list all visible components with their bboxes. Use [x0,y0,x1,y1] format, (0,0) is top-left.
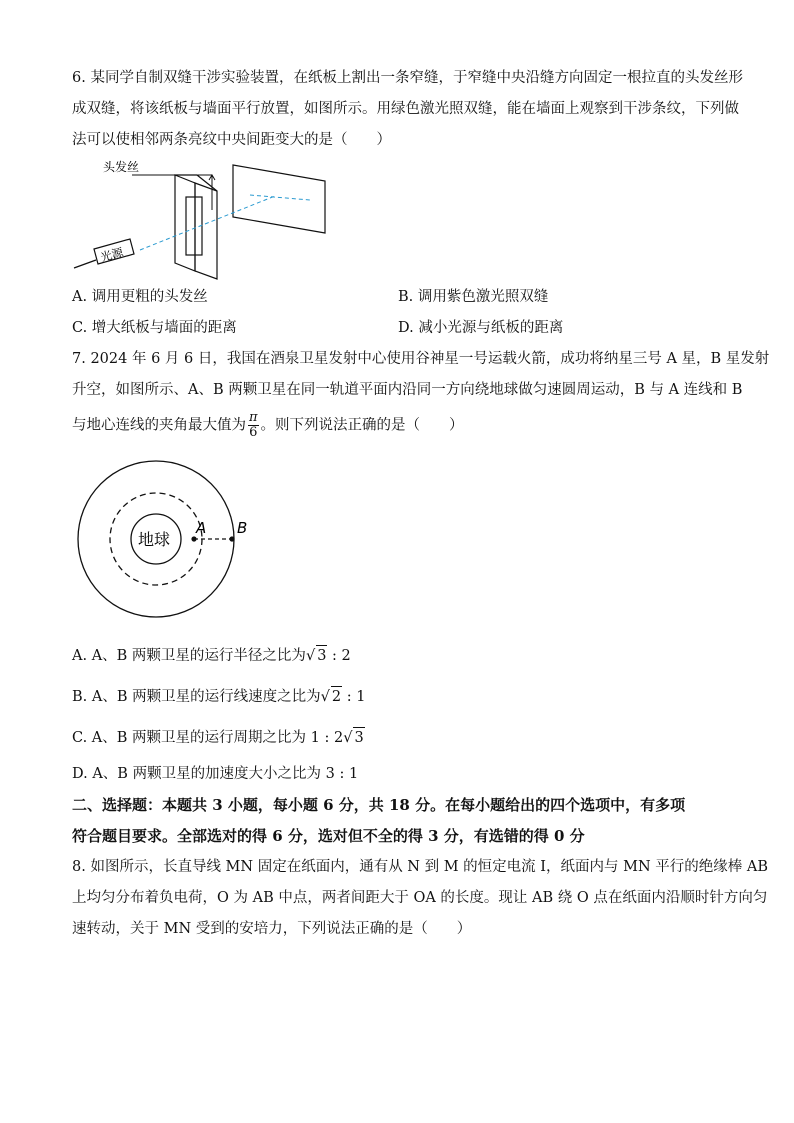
q6-text-line3: 法可以使相邻两条亮纹中央间距变大的是（ ） [72,132,391,148]
wall-screen [233,165,325,233]
cardboard [175,175,195,271]
q7-text-line1: 7. 2024 年 6 月 6 日，我国在酒泉卫星发射中心使用谷神星一号运载火箭，成功将纳星三号 A 星，B 星发射 [72,351,770,367]
q6-option-a: A. 调用更粗的头发丝 [72,289,208,305]
q7-text-line3: 与地心连线的夹角最大值为 $\frac{\pi}{6}$ 。则下列说法正确的是（ ） [72,410,464,440]
hair-label: 头发丝 [103,160,140,174]
q8-text-line2: 上均匀分布着负电荷，O 为 AB 中点，两者间距大于 OA 的长度。现让 AB 绕 O 点在纸面内沿顺时针方向匀 [72,890,768,906]
q7-option-b: B. A、B 两颗卫星的运行线速度之比为√ 2 : 1 [72,686,365,707]
satellite-b [229,536,234,541]
q7-text-line2: 升空，如图所示、A、B 两颗卫星在同一轨道平面内沿同一方向绕地球做匀速圆周运动，B 与 A 连线和 B [72,382,743,398]
q7-option-c: C. A、B 两颗卫星的运行周期之比为 1 : 2√ 3 [72,727,365,748]
q8-text-line3: 速转动，关于 MN 受到的安培力，下列说法正确的是（ ） [72,921,472,937]
earth-label: 地球 [138,530,171,549]
q7-option-a: A. A、B 两颗卫星的运行半径之比为√ 3 : 2 [72,645,351,666]
laser-beam [140,196,275,250]
q7-option-d: D. A、B 两颗卫星的加速度大小之比为 3 : 1 [72,766,359,782]
q6-option-d: D. 减小光源与纸板的距离 [398,320,564,336]
satellite-a [191,536,196,541]
pi-over-6-fraction: $\frac{\pi}{6}$ [249,410,258,440]
q8-text-line1: 8. 如图所示，长直导线 MN 固定在纸面内，通有从 N 到 M 的恒定电流 I，纸面内与 MN 平行的绝缘棒 AB [72,859,768,875]
label-b: B [237,519,248,537]
section-2-heading-line1: 二、选择题：本题共 3 小题，每小题 6 分，共 18 分。在每小题给出的四个选项中，有多项 [72,796,686,814]
q6-option-c: C. 增大纸板与墙面的距离 [72,320,237,336]
double-slit-diagram [70,155,340,280]
label-a: A [196,519,207,537]
source-label: 光源 [98,244,125,265]
q6-text-line1: 6. 某同学自制双缝干涉实验装置，在纸板上割出一条窄缝，于窄缝中央沿缝方向固定一根拉直的头发丝形 [72,70,743,86]
q6-text-line2: 成双缝，将该纸板与墙面平行放置，如图所示。用绿色激光照双缝，能在墙面上观察到干涉条纹，下列做 [72,101,739,117]
orbit-diagram [70,460,270,625]
section-2-heading-line2: 符合题目要求。全部选对的得 6 分，选对但不全的得 3 分，有选错的得 0 分 [72,827,585,845]
q6-option-b: B. 调用紫色激光照双缝 [398,289,549,305]
